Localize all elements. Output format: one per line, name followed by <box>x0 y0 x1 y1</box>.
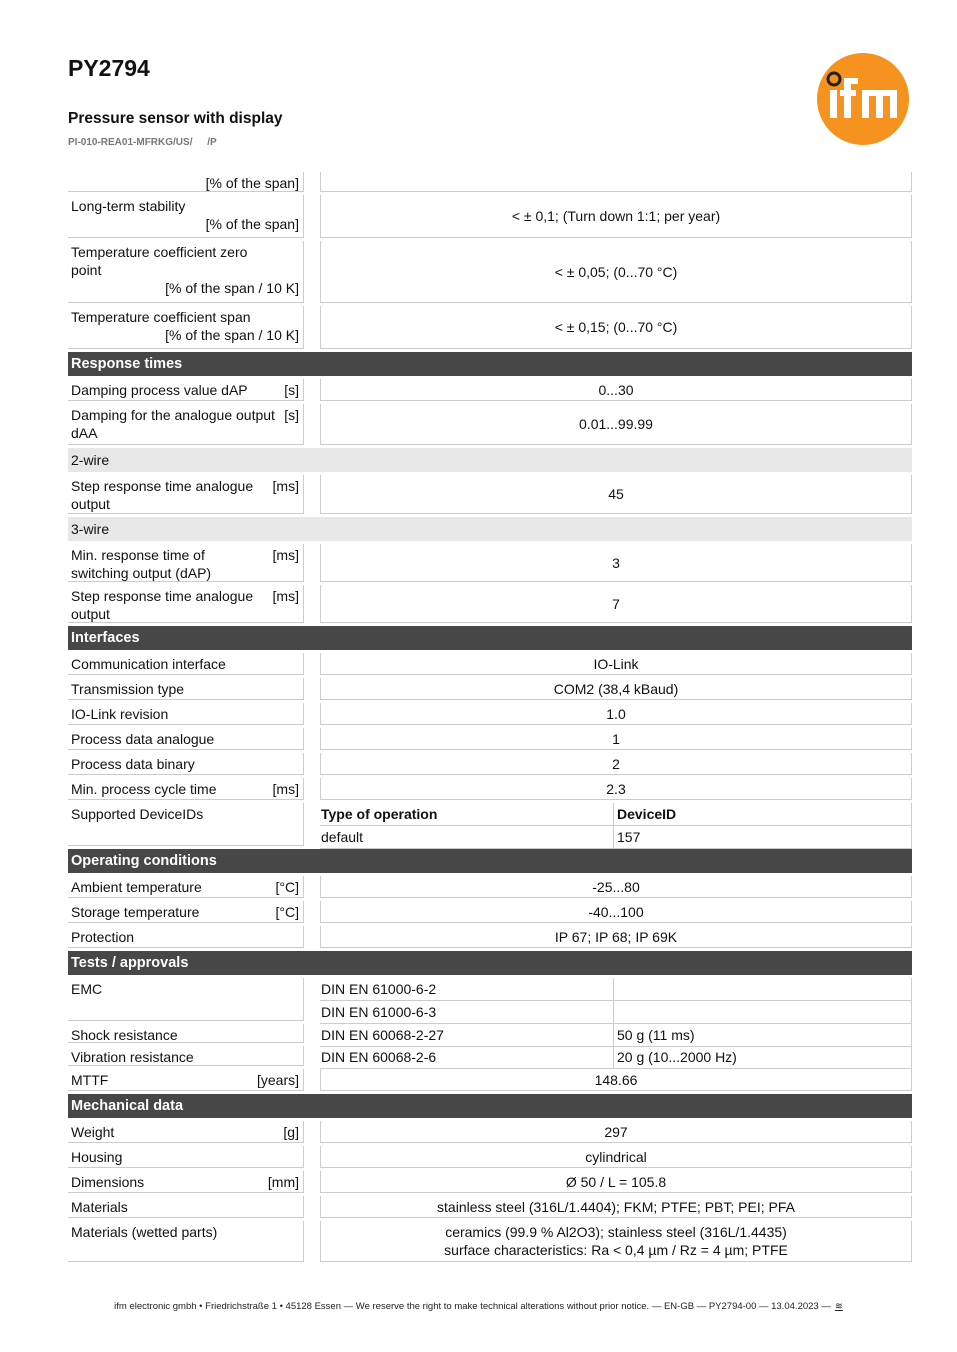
row-cycle <box>68 778 912 800</box>
trans-value: COM2 (38,4 kBaud) <box>320 678 912 700</box>
vib-value: 20 g (10...2000 Hz) <box>614 1046 912 1069</box>
storage-value: -40...100 <box>320 901 912 923</box>
pdb-label: Process data binary <box>71 756 195 772</box>
rev-value: 1.0 <box>320 703 912 725</box>
dap-label: Damping process value dAP <box>71 382 248 398</box>
dev-id: 157 <box>614 826 912 849</box>
section-mechanical-data: Mechanical data <box>68 1094 912 1118</box>
row-dimensions <box>68 1171 912 1193</box>
ambient-label: Ambient temperature <box>71 879 202 895</box>
pdb-value: 2 <box>320 753 912 775</box>
product-subtitle: Pressure sensor with display <box>68 110 283 127</box>
shock-label: Shock resistance <box>71 1027 178 1043</box>
cycle-value: 2.3 <box>320 778 912 800</box>
cycle-unit: [ms] <box>272 781 299 797</box>
wet-label: Materials (wetted parts) <box>71 1224 218 1240</box>
row-weight <box>68 1121 912 1143</box>
weight-label: Weight <box>71 1124 115 1140</box>
daa-unit: [s] <box>284 407 299 423</box>
weight-value: 297 <box>320 1121 912 1143</box>
dev-head-op: Type of operation <box>320 803 614 826</box>
row-protection <box>68 926 912 948</box>
article-code: PI-010-REA01-MFRKG/US/ /P <box>68 137 217 148</box>
footer-link[interactable]: ≋ <box>834 1301 843 1312</box>
ambient-unit: [°C] <box>275 879 299 895</box>
daa-value: 0.01...99.99 <box>320 404 912 445</box>
step3-value: 7 <box>320 585 912 623</box>
comm-value: IO-Link <box>320 653 912 675</box>
step3-label: Step response time analogue output <box>71 588 254 622</box>
min3-unit: [ms] <box>272 547 299 563</box>
mat-label: Materials <box>71 1199 128 1215</box>
row-housing <box>68 1146 912 1168</box>
ambient-value: -25...80 <box>320 876 912 898</box>
tc-span-value: < ± 0,15; (0...70 °C) <box>320 306 912 349</box>
vib-label: Vibration resistance <box>71 1049 194 1065</box>
long-term-unit: [% of the span] <box>205 216 299 232</box>
dev-label: Supported DeviceIDs <box>71 806 204 822</box>
page-footer <box>0 1301 957 1312</box>
section-operating-conditions: Operating conditions <box>68 849 912 873</box>
mttf-value: 148.66 <box>320 1069 912 1091</box>
daa-label: Damping for the analogue output dAA <box>71 407 275 441</box>
wet-value-1: ceramics (99.9 % Al2O3); stainless steel (316L/1.4435) <box>445 1224 787 1240</box>
row-wetted-materials <box>68 1221 912 1262</box>
step3-unit: [ms] <box>272 588 299 604</box>
housing-label: Housing <box>71 1149 123 1165</box>
ifm-logo <box>816 52 910 146</box>
section-tests-approvals: Tests / approvals <box>68 951 912 975</box>
row-step2 <box>68 475 912 514</box>
product-title: PY2794 <box>68 55 150 81</box>
pda-label: Process data analogue <box>71 731 215 747</box>
row-shock <box>68 1024 912 1043</box>
long-term-label: Long-term stability <box>71 198 186 214</box>
housing-value: cylindrical <box>320 1146 912 1168</box>
row-storage <box>68 901 912 923</box>
row-pda <box>68 728 912 750</box>
tc-zero-value: < ± 0,05; (0...70 °C) <box>320 241 912 303</box>
emc-label: EMC <box>71 981 103 997</box>
row-mttf <box>68 1069 912 1091</box>
row-ambient <box>68 876 912 898</box>
section-response-times: Response times <box>68 352 912 376</box>
row-cont <box>68 172 912 192</box>
shock-std: DIN EN 60068-2-27 <box>320 1024 614 1047</box>
row-dap <box>68 379 912 401</box>
dim-value: Ø 50 / L = 105.8 <box>320 1171 912 1193</box>
subheading-2-wire: 2-wire <box>68 448 912 472</box>
tc-span-unit: [% of the span / 10 K] <box>165 327 299 343</box>
mat-value: stainless steel (316L/1.4404); FKM; PTFE; PBT; PEI; PFA <box>320 1196 912 1218</box>
footer-text: ifm electronic gmbh • Friedrichstraße 1 • 45128 Essen — We reserve the right to make technical alterations without prior notice. — EN-GB — PY2794-00 — 13.04.2023 — <box>114 1301 831 1312</box>
step2-unit: [ms] <box>272 478 299 494</box>
pda-value: 1 <box>320 728 912 750</box>
cycle-label: Min. process cycle time <box>71 781 217 797</box>
min3-value: 3 <box>320 544 912 582</box>
row-rev <box>68 703 912 725</box>
emc-std-1: DIN EN 61000-6-2 <box>320 978 614 1001</box>
min3-label: Min. response time of switching output (dAP) <box>71 547 212 581</box>
tc-zero-label: Temperature coefficient zero point <box>71 244 248 278</box>
trans-label: Transmission type <box>71 681 185 697</box>
vib-std: DIN EN 60068-2-6 <box>320 1046 614 1069</box>
protection-value: IP 67; IP 68; IP 69K <box>320 926 912 948</box>
row-materials <box>68 1196 912 1218</box>
long-term-value: < ± 0,1; (Turn down 1:1; per year) <box>320 195 912 238</box>
row-pdb <box>68 753 912 775</box>
row-tc-zero <box>68 241 912 303</box>
rev-label: IO-Link revision <box>71 706 169 722</box>
row-emc <box>68 978 912 1021</box>
tc-span-label: Temperature coefficient span <box>71 309 251 325</box>
dap-value: 0...30 <box>320 379 912 401</box>
mttf-unit: [years] <box>256 1072 299 1088</box>
mttf-label: MTTF <box>71 1072 109 1088</box>
row-device-ids <box>68 803 912 846</box>
row-tc-span <box>68 306 912 349</box>
dim-unit: [mm] <box>267 1174 299 1190</box>
row-step3 <box>68 585 912 623</box>
weight-unit: [g] <box>283 1124 299 1140</box>
cont-unit: [% of the span] <box>205 175 299 191</box>
row-vibration <box>68 1046 912 1066</box>
dev-op: default <box>320 826 614 849</box>
dev-head-id: DeviceID <box>614 803 912 826</box>
comm-label: Communication interface <box>71 656 226 672</box>
row-daa <box>68 404 912 445</box>
dap-unit: [s] <box>284 382 299 398</box>
storage-unit: [°C] <box>275 904 299 920</box>
row-long-term-stability <box>68 195 912 238</box>
subheading-3-wire: 3-wire <box>68 517 912 541</box>
storage-label: Storage temperature <box>71 904 200 920</box>
tc-zero-unit: [% of the span / 10 K] <box>165 280 299 296</box>
row-comm <box>68 653 912 675</box>
emc-std-2: DIN EN 61000-6-3 <box>320 1001 614 1024</box>
step2-value: 45 <box>320 475 912 514</box>
datasheet <box>68 172 912 1265</box>
step2-label: Step response time analogue output <box>71 478 254 512</box>
shock-value: 50 g (11 ms) <box>614 1024 912 1047</box>
dim-label: Dimensions <box>71 1174 145 1190</box>
section-interfaces: Interfaces <box>68 626 912 650</box>
wet-value-2: surface characteristics: Ra < 0,4 µm / Rz = 4 µm; PTFE <box>444 1242 788 1258</box>
device-id-table <box>320 803 912 846</box>
row-min3 <box>68 544 912 582</box>
protection-label: Protection <box>71 929 135 945</box>
row-trans <box>68 678 912 700</box>
